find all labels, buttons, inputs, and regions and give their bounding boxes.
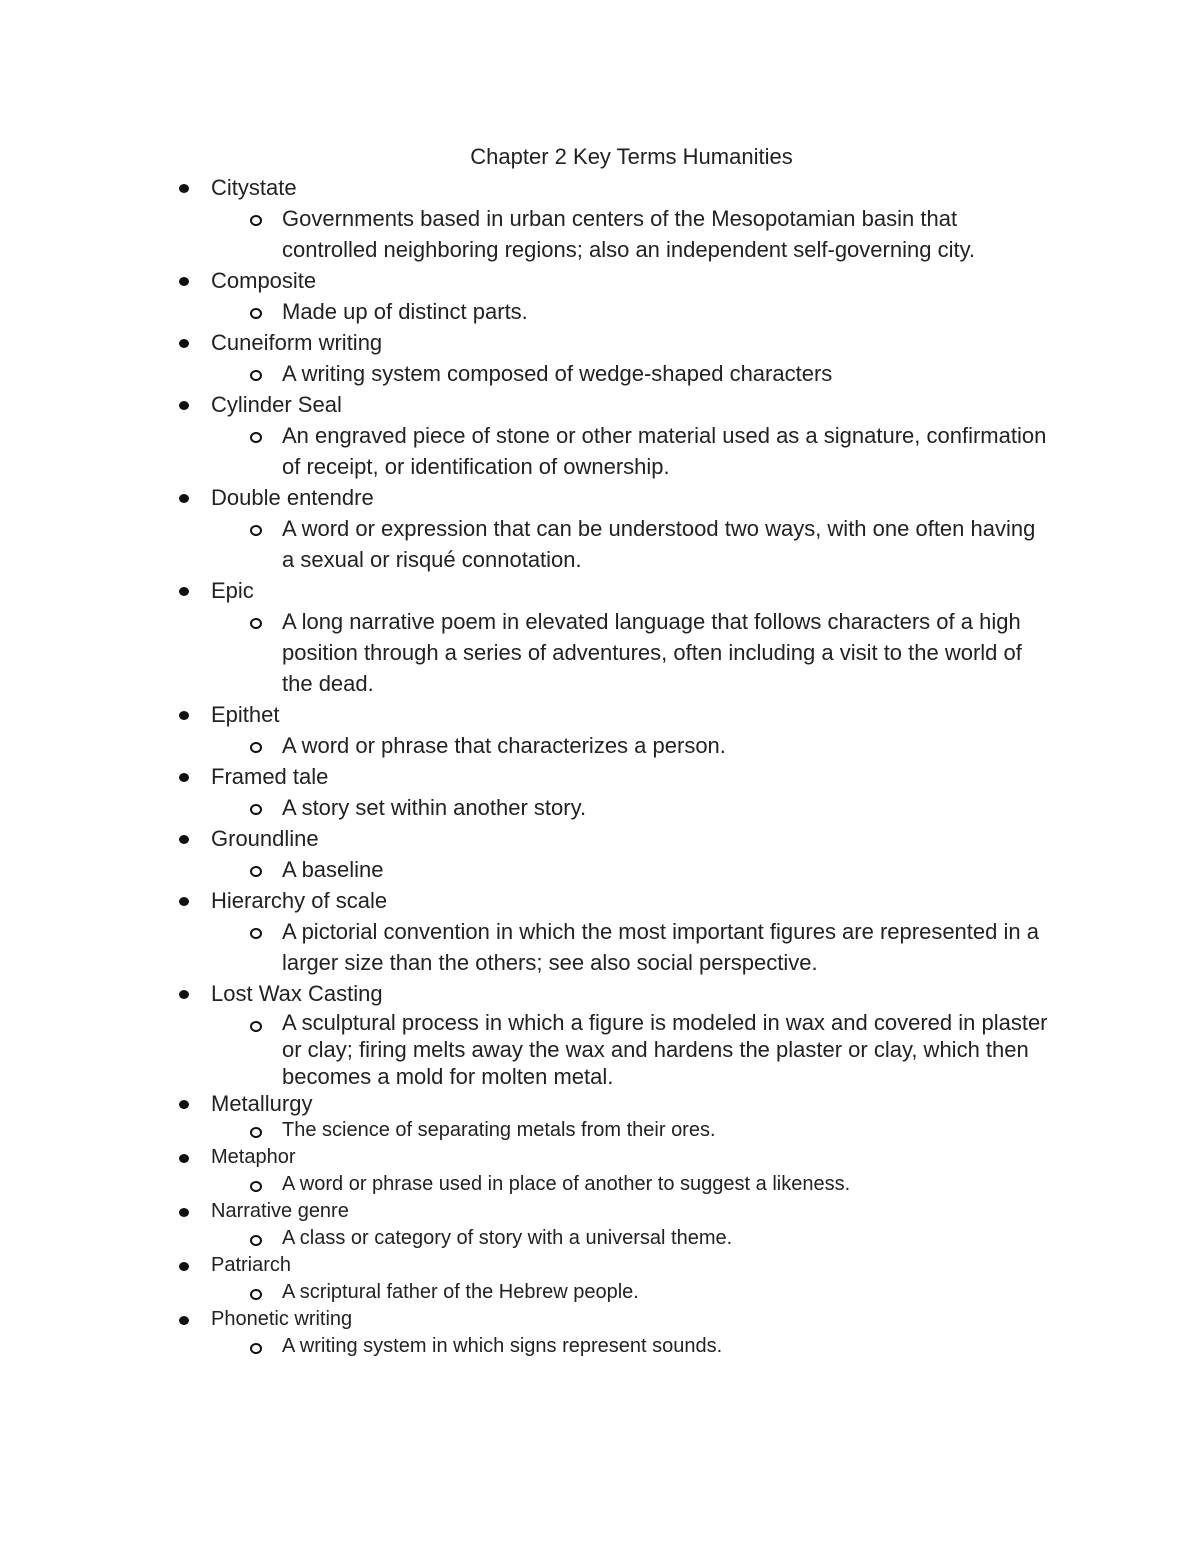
bullet-icon: [179, 711, 189, 720]
term-definition: A baseline: [282, 857, 384, 882]
term-definition: A writing system composed of wedge-shaped characters: [282, 361, 833, 386]
term-item: [0, 885, 1200, 978]
term-label: Groundline: [211, 826, 319, 851]
bullet-icon: [179, 277, 189, 286]
circle-bullet-icon: [250, 525, 262, 536]
term-item: [0, 1144, 1200, 1198]
term-item: [0, 761, 1200, 823]
term-label: Cylinder Seal: [211, 392, 342, 417]
term-label: Phonetic writing: [211, 1308, 353, 1330]
bullet-icon: [179, 587, 189, 596]
term-label: Epic: [211, 578, 254, 603]
term-definition: A long narrative poem in elevated language that follows characters of a high position through a series of adventures, often including a visit to the world of the dead.: [282, 609, 1022, 696]
term-item: [0, 823, 1200, 885]
term-definition: A word or phrase used in place of another to suggest a likeness.: [282, 1173, 851, 1195]
bullet-icon: [179, 1262, 189, 1271]
term-label: Citystate: [211, 175, 297, 200]
bullet-icon: [179, 1208, 189, 1217]
term-label: Framed tale: [211, 764, 329, 789]
term-definition: Governments based in urban centers of the Mesopotamian basin that controlled neighboring regions; also an independent self-governing city.: [282, 206, 976, 262]
circle-bullet-icon: [250, 308, 262, 319]
term-item: [0, 1306, 1200, 1360]
term-label: Hierarchy of scale: [211, 888, 388, 913]
term-label: Metaphor: [211, 1146, 296, 1168]
term-definition: A pictorial convention in which the most important figures are represented in a larger size than the others; see also social perspective.: [282, 919, 1039, 975]
circle-bullet-icon: [250, 866, 262, 877]
term-label: Epithet: [211, 702, 280, 727]
bullet-icon: [179, 990, 189, 999]
circle-bullet-icon: [250, 928, 262, 939]
bullet-icon: [179, 1316, 189, 1325]
term-item: [0, 1198, 1200, 1252]
term-item: [0, 575, 1200, 699]
term-definition: A word or phrase that characterizes a person.: [282, 733, 726, 758]
bullet-icon: [179, 494, 189, 503]
bullet-icon: [179, 184, 189, 193]
circle-bullet-icon: [250, 618, 262, 629]
circle-bullet-icon: [250, 742, 262, 753]
term-item: [0, 699, 1200, 761]
term-definition: Made up of distinct parts.: [282, 299, 528, 324]
circle-bullet-icon: [250, 432, 262, 443]
term-definition: A sculptural process in which a figure is modeled in wax and covered in plaster or clay; firing melts away the wax and hardens the plaster or clay, which then becomes a mold for molten metal.: [282, 1010, 1048, 1089]
bullet-icon: [179, 1100, 189, 1109]
term-item: [0, 978, 1200, 1090]
circle-bullet-icon: [250, 1235, 262, 1246]
circle-bullet-icon: [250, 1343, 262, 1354]
term-definition: A scriptural father of the Hebrew people.: [282, 1281, 639, 1303]
circle-bullet-icon: [250, 215, 262, 226]
circle-bullet-icon: [250, 1289, 262, 1300]
term-label: Composite: [211, 268, 317, 293]
term-definition: A story set within another story.: [282, 795, 587, 820]
term-label: Cuneiform writing: [211, 330, 383, 355]
circle-bullet-icon: [250, 804, 262, 815]
bullet-icon: [179, 401, 189, 410]
term-label: Lost Wax Casting: [211, 981, 383, 1006]
bullet-icon: [179, 773, 189, 782]
circle-bullet-icon: [250, 1181, 262, 1192]
bullet-icon: [179, 1154, 189, 1163]
circle-bullet-icon: [250, 370, 262, 381]
bullet-icon: [179, 835, 189, 844]
bullet-icon: [179, 339, 189, 348]
term-label: Patriarch: [211, 1254, 292, 1276]
circle-bullet-icon: [250, 1127, 262, 1138]
term-definition: A writing system in which signs represent sounds.: [282, 1335, 723, 1357]
term-item: [0, 1090, 1200, 1144]
term-item: [0, 482, 1200, 575]
term-definition: A word or expression that can be understood two ways, with one often having a sexual or risqué connotation.: [282, 516, 1036, 572]
term-label: Metallurgy: [211, 1091, 313, 1116]
bullet-icon: [179, 897, 189, 906]
term-definition: An engraved piece of stone or other material used as a signature, confirmation of receipt, or identification of ownership.: [282, 423, 1047, 479]
term-label: Narrative genre: [211, 1200, 349, 1222]
term-definition: The science of separating metals from their ores.: [282, 1119, 716, 1141]
term-item: [0, 265, 1200, 327]
term-item: [0, 1252, 1200, 1306]
term-definition: A class or category of story with a universal theme.: [282, 1227, 733, 1249]
term-item: [0, 172, 1200, 265]
term-item: [0, 389, 1200, 482]
circle-bullet-icon: [250, 1021, 262, 1032]
page-title: Chapter 2 Key Terms Humanities: [470, 144, 793, 169]
term-label: Double entendre: [211, 485, 374, 510]
term-list: [0, 172, 1200, 1360]
term-item: [0, 327, 1200, 389]
